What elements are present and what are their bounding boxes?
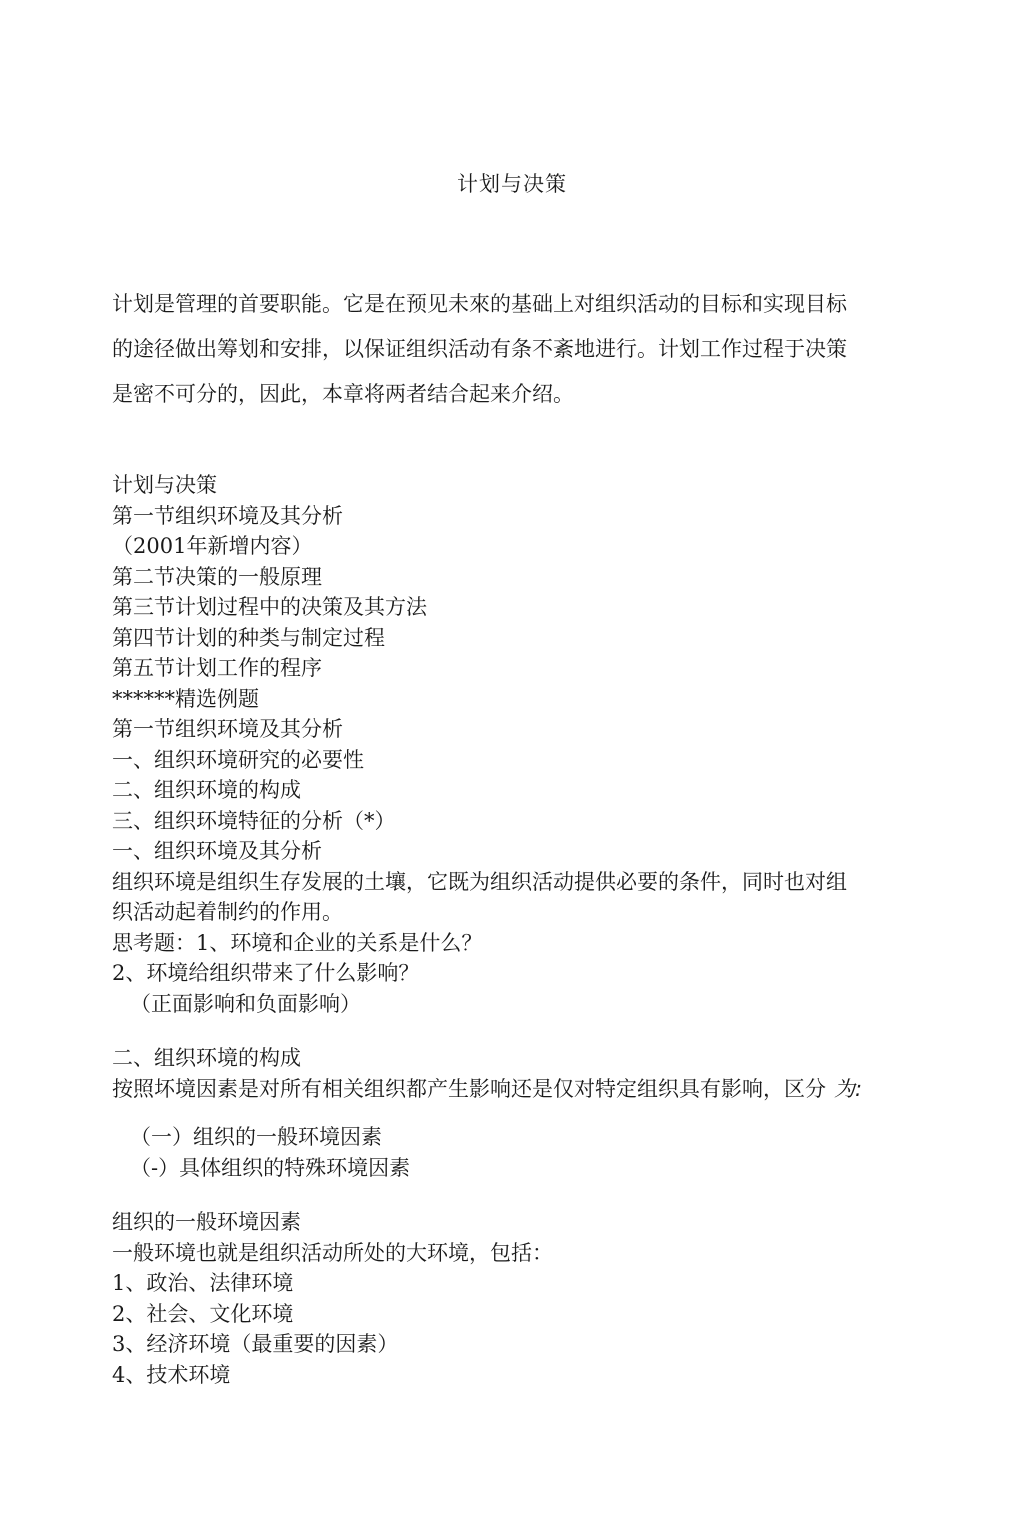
outline-line: 第二节决策的一般原理 bbox=[112, 564, 322, 589]
outline-body bbox=[112, 470, 912, 1390]
outline-line: 一、组织环境研究的必要性 bbox=[112, 747, 364, 772]
outline-line: （一）组织的一般环境因素 bbox=[130, 1125, 382, 1149]
outline-line: 2、环境给组织带来了什么影响？ bbox=[112, 961, 420, 985]
outline-line: 4、技术环境 bbox=[112, 1362, 231, 1387]
intro-line: 的途径做出筹划和安排，以保证组织活动有条不紊地进行。计划工作过程于决策 bbox=[112, 337, 847, 361]
outline-line: 组织环境是组织生存发展的土壤，它既为组织活动提供必要的条件，同时也对组 bbox=[112, 869, 847, 894]
outline-line: 思考题：1、环境和企业的关系是什么？ bbox=[112, 930, 483, 955]
page-title: 计划与决策 bbox=[457, 172, 567, 196]
outline-line: 三、组织环境特征的分析（*） bbox=[112, 808, 396, 833]
intro-line: 是密不可分的，因此，本章将两者结合起来介绍。 bbox=[112, 382, 574, 406]
outline-line: 3、经济环境（最重要的因素） bbox=[112, 1332, 399, 1356]
outline-line: 织活动起着制约的作用。 bbox=[112, 900, 343, 924]
outline-line: 二、组织环境的构成 bbox=[112, 778, 301, 802]
outline-line: 2、社会、文化环境 bbox=[112, 1301, 294, 1326]
outline-line: 第五节计划工作的程序 bbox=[112, 656, 322, 680]
intro-paragraph bbox=[112, 282, 912, 417]
outline-line: 二、组织环境的构成 bbox=[112, 1046, 301, 1070]
outline-line: 第一节组织环境及其分析 bbox=[112, 717, 343, 741]
outline-line: 第一节组织环境及其分析 bbox=[112, 503, 343, 528]
outline-line: （-）具体组织的特殊环境因素 bbox=[130, 1155, 411, 1180]
outline-line: 一般环境也就是组织活动所处的大环境，包括： bbox=[112, 1240, 553, 1265]
outline-line: 组织的一般环境因素 bbox=[112, 1210, 301, 1234]
outline-line bbox=[112, 1074, 912, 1105]
outline-line: 第三节计划过程中的决策及其方法 bbox=[112, 595, 427, 619]
outline-line: （2001年新增内容） bbox=[112, 534, 313, 558]
intro-line: 计划是管理的首要职能。它是在预见未來的基础上对组织活动的目标和实现目标 bbox=[112, 292, 847, 316]
outline-line-text: 按照坏境因素是对所有相关组织都产生影响还是仅对特定组织具有影响，区分 bbox=[112, 1076, 826, 1101]
outline-line: 一、组织环境及其分析 bbox=[112, 839, 322, 863]
outline-line: （正面影响和负面影响） bbox=[130, 991, 361, 1016]
outline-line-tail: 为: bbox=[834, 1076, 863, 1101]
outline-line: 1、政治、法律环境 bbox=[112, 1271, 294, 1295]
outline-line: ******精选例题 bbox=[112, 686, 259, 711]
outline-heading: 计划与决策 bbox=[112, 473, 217, 497]
outline-line: 第四节计划的种类与制定过程 bbox=[112, 625, 385, 650]
